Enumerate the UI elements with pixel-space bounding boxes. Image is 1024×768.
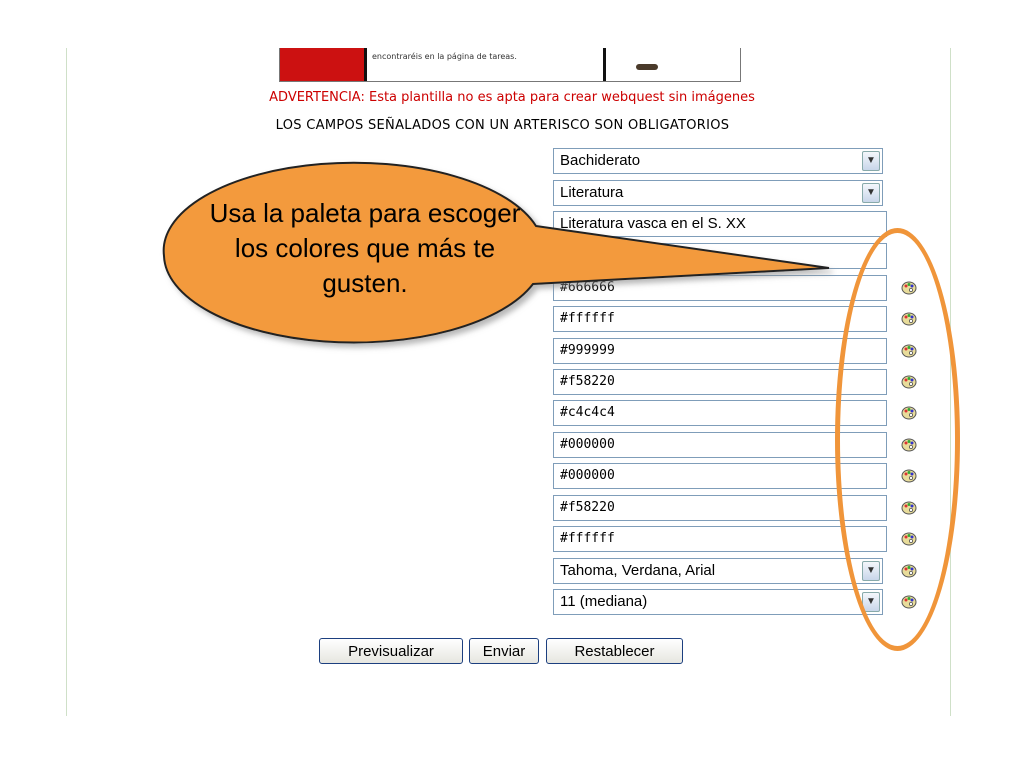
callout-text: Usa la paleta para escoger los colores que más te gusten. [209, 198, 521, 298]
color-input[interactable]: #f58220 [553, 495, 887, 521]
subject-select[interactable]: Literatura ▼ [553, 180, 883, 206]
reset-button[interactable]: Restablecer [546, 638, 683, 664]
color-input[interactable]: #000000 [553, 463, 887, 489]
color-input[interactable]: #999999 [553, 338, 887, 364]
color-input[interactable]: #000000 [553, 432, 887, 458]
color-input[interactable]: #f58220 [553, 369, 887, 395]
color-input[interactable]: #c4c4c4 [553, 400, 887, 426]
font-family-select[interactable]: Tahoma, Verdana, Arial ▼ [553, 558, 883, 584]
chevron-down-icon[interactable]: ▼ [862, 561, 880, 581]
font-size-select[interactable]: 11 (mediana) ▼ [553, 589, 883, 615]
preview-button[interactable]: Previsualizar [319, 638, 463, 664]
color-input[interactable]: #ffffff [553, 526, 887, 552]
chevron-down-icon[interactable]: ▼ [862, 151, 880, 171]
level-select[interactable]: Bachiderato ▼ [553, 148, 883, 174]
warning-text: ADVERTENCIA: Esta plantilla no es apta para crear webquest sin imágenes [269, 90, 755, 105]
send-button[interactable]: Enviar [469, 638, 539, 664]
color-input[interactable]: #666666 [553, 275, 887, 301]
header-image-caption: encontraréis en la página de tareas. [372, 52, 517, 61]
title-input[interactable]: Literatura vasca en el S. XX [553, 211, 887, 237]
chevron-down-icon[interactable]: ▼ [862, 183, 880, 203]
color-input[interactable]: #ffffff [553, 306, 887, 332]
chevron-down-icon[interactable]: ▼ [862, 592, 880, 612]
required-fields-note: LOS CAMPOS SEÑALADOS CON UN ARTERISCO SON OBLIGATORIOS [275, 118, 730, 133]
